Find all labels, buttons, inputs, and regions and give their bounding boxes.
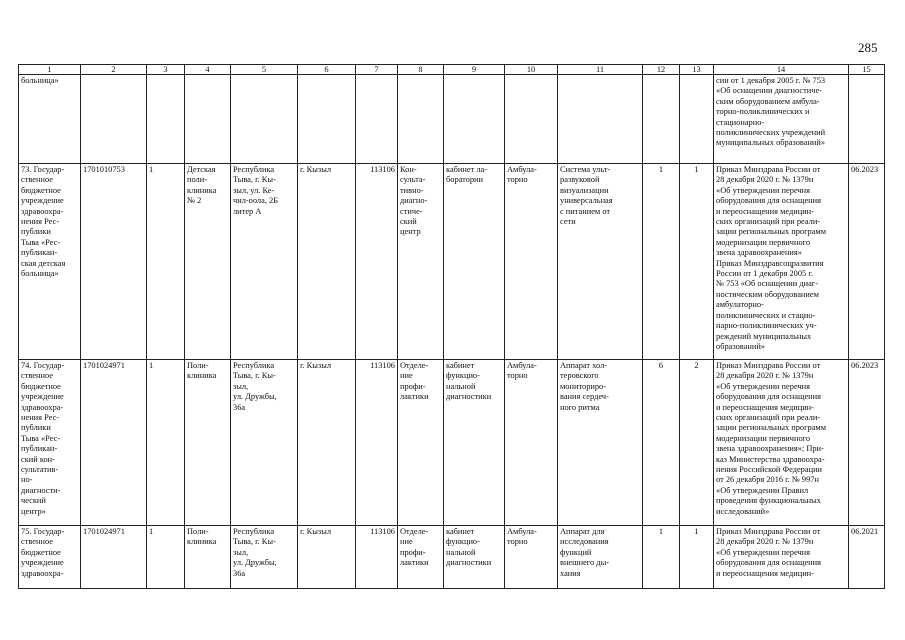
column-number: 6 xyxy=(298,65,356,75)
city-cell xyxy=(298,75,356,164)
legal-basis-cell: сии от 1 декабря 2005 г. № 753 «Об оснащении диагностиче- ским оборудованием амбула- торно-поликлинических и стационарно- поликлинических учреждений муниципальных образований» xyxy=(714,75,849,164)
care-type-cell: Амбула- торно xyxy=(505,164,558,360)
column-number: 5 xyxy=(231,65,298,75)
department-cell xyxy=(398,75,444,164)
department-cell: Кон- сульта- тивно- диагно- стиче- ский центр xyxy=(398,164,444,360)
equipment-cell: Система ульт- развуковой визуализации универсальная с питанием от сети xyxy=(558,164,643,360)
room-cell xyxy=(444,75,505,164)
room-cell: кабинет ла- боратории xyxy=(444,164,505,360)
count-cell: 1 xyxy=(147,164,185,360)
date-cell: 06.2021 xyxy=(849,526,885,589)
column-number: 2 xyxy=(81,65,147,75)
column-number: 11 xyxy=(558,65,643,75)
quantity-cell: 2 xyxy=(680,360,714,526)
page-number: 285 xyxy=(858,40,878,55)
room-cell: кабинет функцио- нальной диагностики xyxy=(444,526,505,589)
inn-cell: 1701010753 xyxy=(81,164,147,360)
quantity-cell: 1 xyxy=(680,164,714,360)
address-cell: Республика Тыва, г. Кы- зыл, ул. Дружбы, 36а xyxy=(231,526,298,589)
unit-cell xyxy=(185,75,231,164)
unit-cell: Поли- клиника xyxy=(185,526,231,589)
inn-cell xyxy=(81,75,147,164)
unit-cell: Поли- клиника xyxy=(185,360,231,526)
date-cell: 06.2023 xyxy=(849,360,885,526)
column-number: 8 xyxy=(398,65,444,75)
legal-basis-cell: Приказ Минздрава России от 28 декабря 2020 г. № 1379н «Об утверждении перечня оборудования для оснащения и переоснащения медицин- ских организаций при реали- зации региональных программ модернизации первичного звена здравоохранения»; При- каз Министерства здравоохра- нения Российской Федерации от 26 декабря 2016 г. № 997н «Об утверждении Правил проведения функциональных исследований» xyxy=(714,360,849,526)
quantity-cell xyxy=(680,75,714,164)
inn-cell: 1701024971 xyxy=(81,526,147,589)
table-row xyxy=(19,164,885,360)
count-cell: 1 xyxy=(147,526,185,589)
column-number: 7 xyxy=(356,65,398,75)
legal-basis-cell: Приказ Минздрава России от 28 декабря 2020 г. № 1379н «Об утверждении перечня оборудования для оснащения и переоснащения медицин- xyxy=(714,526,849,589)
table-row xyxy=(19,75,885,164)
legal-basis-cell: Приказ Минздрава России от 28 декабря 2020 г. № 1379н «Об утверждении перечня оборудования для оснащения и переоснащения медицин- ских организаций при реали- зации региональных программ модернизации первичного звена здравоохранения» Приказ Минздравсоцразвития России от 1 декабря 2005 г. № 753 «Об оснащении диаг- ностическим оборудованием амбулаторно- поликлинических и стацио- нарно-поликлинических уч- реждений муниципальных образований» xyxy=(714,164,849,360)
quantity-cell: 1 xyxy=(680,526,714,589)
code-cell xyxy=(356,75,398,164)
address-cell: Республика Тыва, г. Кы- зыл, ул. Дружбы, 36а xyxy=(231,360,298,526)
column-number: 3 xyxy=(147,65,185,75)
equipment-cell xyxy=(558,75,643,164)
code-cell: 113106 xyxy=(356,164,398,360)
unit-cell: Детская поли- клиника № 2 xyxy=(185,164,231,360)
equipment-cell: Аппарат хол- теровского мониториро- вания сердеч- ного ритма xyxy=(558,360,643,526)
quantity-cell: 6 xyxy=(643,360,680,526)
column-number: 15 xyxy=(849,65,885,75)
quantity-cell: 1 xyxy=(643,164,680,360)
equipment-register-table xyxy=(18,64,885,589)
column-number: 4 xyxy=(185,65,231,75)
address-cell xyxy=(231,75,298,164)
equipment-cell: Аппарат для исследования функций внешнего ды- хания xyxy=(558,526,643,589)
column-number: 9 xyxy=(444,65,505,75)
inn-cell: 1701024971 xyxy=(81,360,147,526)
column-number: 13 xyxy=(680,65,714,75)
city-cell: г. Кызыл xyxy=(298,526,356,589)
room-cell: кабинет функцио- нальной диагностики xyxy=(444,360,505,526)
organization-cell: больница» xyxy=(19,75,81,164)
department-cell: Отделе- ние профи- лактики xyxy=(398,360,444,526)
column-number: 1 xyxy=(19,65,81,75)
date-cell: 06.2023 xyxy=(849,164,885,360)
code-cell: 113106 xyxy=(356,526,398,589)
care-type-cell xyxy=(505,75,558,164)
column-number: 10 xyxy=(505,65,558,75)
care-type-cell: Амбула- торно xyxy=(505,360,558,526)
city-cell: г. Кызыл xyxy=(298,164,356,360)
column-number: 14 xyxy=(714,65,849,75)
city-cell: г. Кызыл xyxy=(298,360,356,526)
code-cell: 113106 xyxy=(356,360,398,526)
quantity-cell: 1 xyxy=(643,526,680,589)
count-cell xyxy=(147,75,185,164)
quantity-cell xyxy=(643,75,680,164)
address-cell: Республика Тыва, г. Кы- зыл, ул. Ке- чил-оола, 2Б литер А xyxy=(231,164,298,360)
column-number-row xyxy=(19,65,885,75)
care-type-cell: Амбула- торно xyxy=(505,526,558,589)
department-cell: Отделе- ние профи- лактики xyxy=(398,526,444,589)
column-number: 12 xyxy=(643,65,680,75)
date-cell xyxy=(849,75,885,164)
table-row xyxy=(19,360,885,526)
organization-cell: 74. Государ- ственное бюджетное учреждение здравоохра- нения Рес- публики Тыва «Рес- публикан- ский кон- сультатив- но- диагности- ческий центр» xyxy=(19,360,81,526)
table-row xyxy=(19,526,885,589)
organization-cell: 73. Государ- ственное бюджетное учреждение здравоохра- нения Рес- публики Тыва «Рес- публикан- ская детская больница» xyxy=(19,164,81,360)
count-cell: 1 xyxy=(147,360,185,526)
organization-cell: 75. Государ- ственное бюджетное учреждение здравоохра- xyxy=(19,526,81,589)
